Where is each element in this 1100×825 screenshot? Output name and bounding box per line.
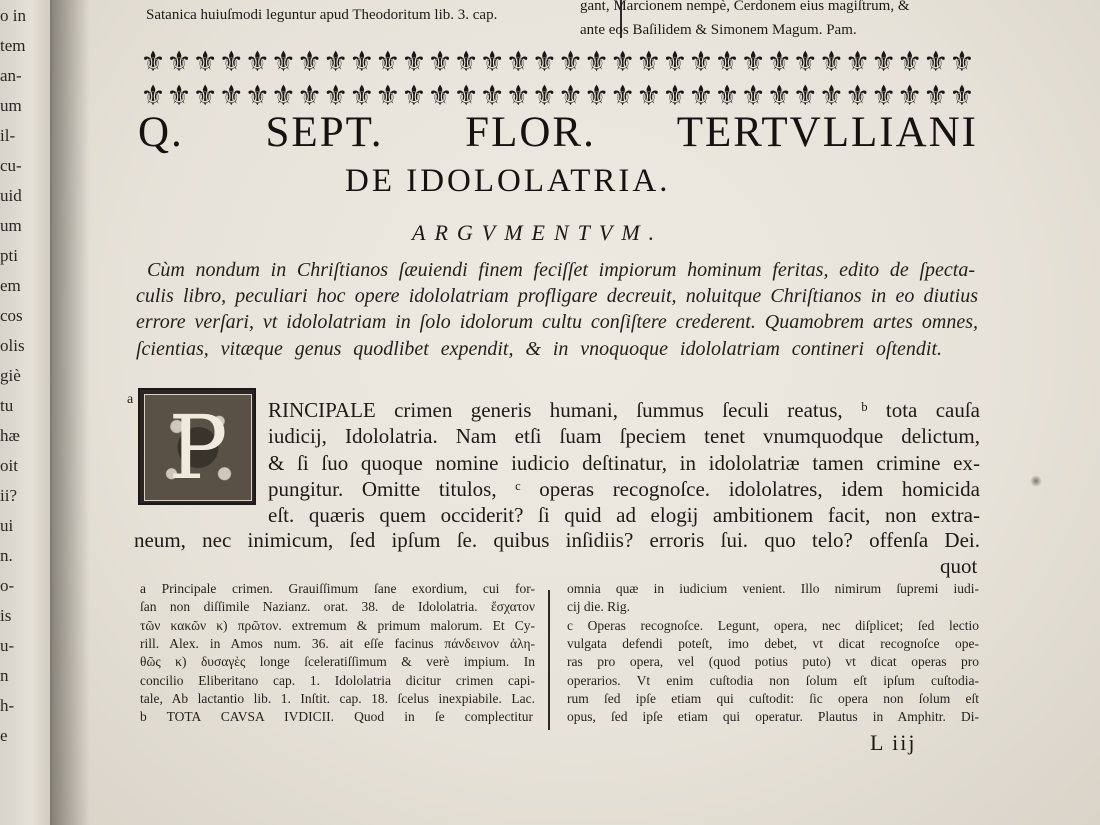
fleuron-icon: ⚜ [297, 47, 323, 78]
fleuron-icon: ⚜ [844, 79, 871, 111]
fleuron-icon: ⚜ [531, 79, 557, 111]
fleuron-icon: ⚜ [505, 79, 531, 111]
footnote-column-divider [548, 590, 550, 730]
footnote-line: concilio Eliberitano cap. 1. Idololatria dicitur crimen capi- [140, 672, 535, 688]
left-page-fragment: ui [0, 516, 14, 535]
fleuron-icon: ⚜ [166, 47, 192, 78]
fleuron-icon: ⚜ [166, 79, 192, 111]
footnote-line: omnia quæ in iudicium venient. Illo nimirum ſupremi iudi- [567, 581, 979, 596]
footnote-line: vulgata defendi poteſt, imo debet, vt dicat recognoſce ope- [567, 635, 979, 651]
fleuron-icon: ⚜ [923, 47, 949, 78]
body-line: pungitur. Omitte titulos, ᶜ operas recognoſce. idololatres, idem homicida [268, 477, 980, 501]
fleuron-icon: ⚜ [714, 47, 740, 78]
page-stain [1030, 475, 1042, 487]
footnote-line: rill. Alex. in Amos num. 36. ait eſſe facinus πάνδεινον ἀλη- [140, 635, 535, 651]
fleuron-icon: ⚜ [792, 79, 818, 111]
page-subtitle: DE IDOLOLATRIA. [345, 163, 671, 199]
fleuron-icon: ⚜ [714, 79, 740, 111]
fleuron-icon: ⚜ [349, 47, 375, 78]
fleuron-icon: ⚜ [218, 47, 244, 78]
fleuron-icon: ⚜ [323, 47, 349, 78]
left-page-fragment: giè [0, 366, 21, 385]
footnote-line: ras pro opera, vel (quod potius puto) vt dicat operas pro [567, 654, 979, 670]
fleuron-icon: ⚜ [610, 47, 636, 78]
body-line: eſt. quæris quem occiderit? ſi quid ad elogij ambitionem facit, non extra- [268, 503, 980, 527]
body-line: RINCIPALE crimen generis humani, ſummus ſeculi reatus, ᵇ tota cauſa [268, 398, 980, 422]
fleuron-icon: ⚜ [270, 47, 297, 78]
left-page-fragment: tem [0, 36, 26, 55]
left-page-fragment: ii? [0, 486, 17, 505]
fleuron-icon: ⚜ [871, 79, 897, 111]
fleuron-icon: ⚜ [688, 79, 714, 111]
fleuron-ornament-band [140, 47, 975, 111]
footnote-line: c Operas recognoſce. Legunt, opera, nec diſplicet; ſed lectio [567, 617, 979, 633]
fleuron-icon: ⚜ [427, 79, 453, 111]
gutter-shadow [50, 0, 90, 825]
fleuron-icon: ⚜ [453, 47, 479, 78]
fleuron-icon: ⚜ [192, 47, 218, 78]
body-line: neum, nec inimicum, ſed ipſum ſe. quibus inſidiis? erroris ſui. quo telo? offenſa Dei. [134, 528, 980, 552]
fleuron-icon: ⚜ [557, 79, 584, 111]
fleuron-icon: ⚜ [844, 47, 871, 78]
fleuron-icon: ⚜ [949, 47, 975, 78]
left-page-fragment: em [0, 276, 21, 295]
body-line: & ſi ſuo quoque nomine iudicio deſtinatur, in idololatriæ tamen crimine ex- [268, 451, 980, 475]
left-page-fragment: cu- [0, 156, 22, 175]
argumentum-line: Cùm nondum in Chriſtianos ſæuiendi finem feciſſet impiorum hominum feritas, edito de ſpecta- [147, 259, 975, 281]
fleuron-icon: ⚜ [218, 79, 244, 111]
fleuron-icon: ⚜ [479, 47, 505, 78]
fleuron-icon: ⚜ [610, 79, 636, 111]
argumentum-line: ſcientias, vitæque genus quodlibet expendit, & in vnoquoque idololatriam contineri oſtendit. [136, 338, 942, 360]
footnote-line: b TOTA CAVSA IVDICII. Quod in ſe complectitur [140, 709, 533, 725]
fleuron-icon: ⚜ [375, 47, 401, 78]
fleuron-icon: ⚜ [244, 79, 270, 111]
left-page-fragment: o- [0, 576, 15, 595]
fleuron-icon: ⚜ [818, 47, 844, 78]
fleuron-icon: ⚜ [688, 47, 714, 78]
top-right-line-2: ante eos Baſilidem & Simonem Magum. Pam. [580, 22, 857, 38]
fleuron-icon: ⚜ [923, 79, 949, 111]
left-page-edge [0, 0, 54, 825]
fleuron-icon: ⚜ [140, 47, 166, 78]
footnote-line: tale, Ab lactantio lib. 1. Inſtit. cap. 18. ſcelus inexpiabile. Lac. [140, 690, 535, 706]
footnote-line: rum ſed ipſe etiam qui cuſtodit: ſic opera non ſolum eſt [567, 690, 979, 706]
left-page-fragment: o in [0, 6, 26, 25]
footnote-line: opus, ſed ipſe etiam qui operatur. Plautus in Amphitr. Di- [567, 709, 979, 725]
left-page-fragment: il- [0, 126, 16, 145]
page-title: Q. SEPT. FLOR. TERTVLLIANI [138, 109, 978, 156]
fleuron-icon: ⚜ [192, 79, 218, 111]
fleuron-icon: ⚜ [662, 47, 688, 78]
fleuron-icon: ⚜ [636, 47, 662, 78]
fleuron-icon: ⚜ [584, 79, 610, 111]
left-page-fragment: h- [0, 696, 15, 715]
left-page-fragment: u- [0, 636, 15, 655]
fleuron-icon: ⚜ [505, 47, 531, 78]
fleuron-icon: ⚜ [557, 47, 584, 78]
left-page-fragment: an- [0, 66, 22, 85]
fleuron-icon: ⚜ [297, 79, 323, 111]
fleuron-icon: ⚜ [323, 79, 349, 111]
fleuron-icon: ⚜ [766, 47, 792, 78]
fleuron-icon: ⚜ [662, 79, 688, 111]
footnote-marker-a: a [127, 392, 134, 407]
drop-cap-letter: P [144, 394, 252, 501]
fleuron-icon: ⚜ [401, 47, 427, 78]
fleuron-icon: ⚜ [740, 79, 766, 111]
catchword: quot [940, 554, 978, 578]
top-right-line-1: gant, Marcionem nempè, Cerdonem eius magiſtrum, & [580, 0, 910, 14]
decorated-initial [138, 388, 256, 505]
fleuron-icon: ⚜ [244, 47, 270, 78]
left-page-fragment: tu [0, 396, 14, 415]
left-page-fragment: oit [0, 456, 18, 475]
footnote-line: a Principale crimen. Grauiſſimum ſane exordium, cui for- [140, 581, 535, 596]
signature-mark: L iij [870, 730, 917, 755]
fleuron-icon: ⚜ [766, 79, 792, 111]
fleuron-icon: ⚜ [740, 47, 766, 78]
left-page-fragment: n. [0, 546, 13, 565]
left-page-fragment: e [0, 726, 8, 745]
fleuron-icon: ⚜ [140, 79, 166, 111]
fleuron-icon: ⚜ [479, 79, 505, 111]
body-line: iudicij, Idololatria. Nam etſi ſuam ſpeciem tenet vnumquodque delictum, [268, 424, 980, 448]
footnote-line: operarios. Vt enim cuſtodia non ſolum eſt ipſum cuſtodia- [567, 672, 979, 688]
fleuron-icon: ⚜ [897, 47, 923, 78]
left-page-fragment: um [0, 96, 22, 115]
footnote-line: cij die. Rig. [567, 599, 630, 615]
left-page-fragment: n [0, 666, 9, 685]
left-page-fragment: um [0, 216, 22, 235]
fleuron-icon: ⚜ [531, 47, 557, 78]
left-page-fragment: pti [0, 246, 18, 265]
fleuron-icon: ⚜ [349, 79, 375, 111]
fleuron-icon: ⚜ [401, 79, 427, 111]
footnote-line: θῶς κ) δυσαγὲς longe ſceleratiſſimum & verè impium. In [140, 654, 535, 670]
left-page-fragment: cos [0, 306, 23, 325]
left-page-fragment: hæ [0, 426, 20, 445]
fleuron-icon: ⚜ [818, 79, 844, 111]
fleuron-icon: ⚜ [949, 79, 975, 111]
left-page-fragment: olis [0, 336, 25, 355]
top-left-line: Satanica huiuſmodi leguntur apud Theodoritum lib. 3. cap. [146, 7, 498, 23]
fleuron-icon: ⚜ [871, 47, 897, 78]
fleuron-icon: ⚜ [453, 79, 479, 111]
left-page-fragment: is [0, 606, 12, 625]
footnote-line: ſan non diſſimile Nazianz. orat. 38. de Idololatria. ἔσχατον [140, 599, 535, 615]
footnote-line: τῶν κακῶν κ) πρῶτον. extremum & primum malorum. Et Cy- [140, 617, 535, 633]
fleuron-icon: ⚜ [375, 79, 401, 111]
fleuron-icon: ⚜ [270, 79, 297, 111]
argumentum-heading: ARGVMENTVM. [412, 220, 664, 245]
fleuron-icon: ⚜ [792, 47, 818, 78]
fleuron-icon: ⚜ [897, 79, 923, 111]
fleuron-icon: ⚜ [427, 47, 453, 78]
argumentum-line: errore verſari, vt idololatriam in ſolo idolorum cultu conſiſtere crederent. Quamobrem artes omnes, [136, 311, 978, 333]
left-page-fragment: uid [0, 186, 22, 205]
fleuron-icon: ⚜ [636, 79, 662, 111]
fleuron-icon: ⚜ [584, 47, 610, 78]
argumentum-line: culis libro, peculiari hoc opere idololatriam profligare decreuit, noluitque Chriſtianos in eo diutius [136, 285, 978, 307]
